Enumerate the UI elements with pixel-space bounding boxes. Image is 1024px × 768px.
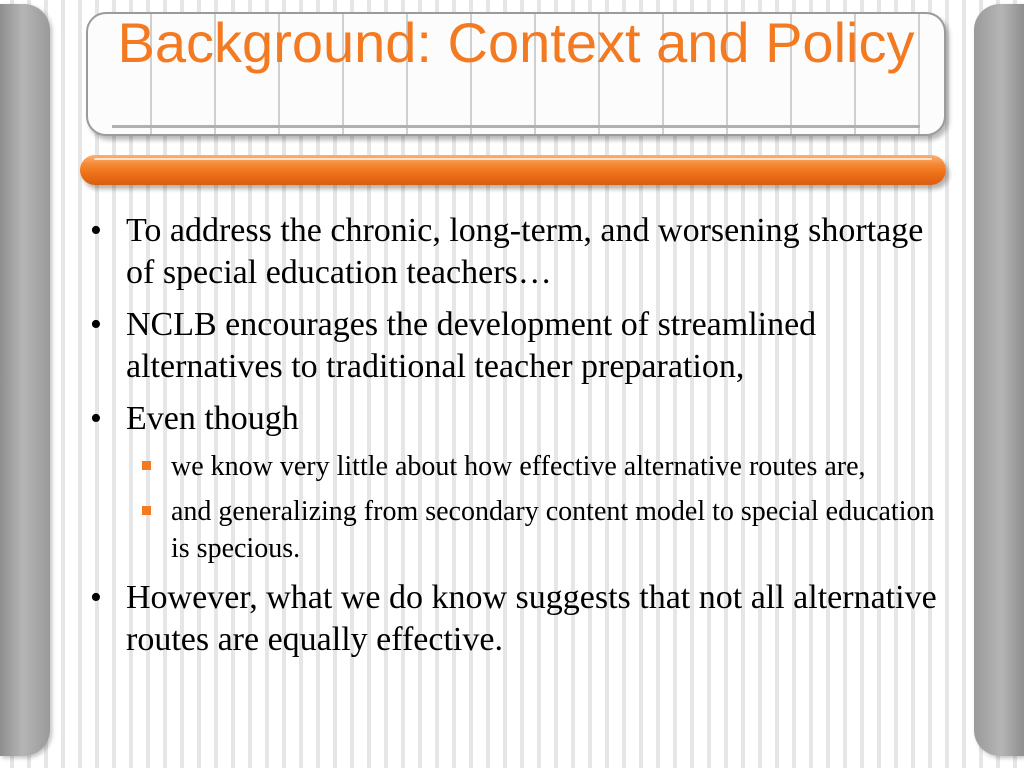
left-decorative-bar [0, 4, 50, 756]
bullet-item [86, 210, 946, 294]
slide-title: Background: Context and Policy [117, 11, 915, 74]
bullet-text: To address the chronic, long-term, and worsening shortage of special education teachers… [126, 212, 924, 291]
sub-bullet-text: and generalizing from secondary content model to special education is specious. [171, 496, 935, 564]
sub-bullet-list [126, 448, 946, 567]
bullet-item [86, 398, 946, 567]
bullet-item [86, 577, 946, 661]
bullet-text: NCLB encourages the development of streamlined alternatives to traditional teacher preparation, [126, 306, 817, 385]
bullet-text: Even though [126, 400, 299, 437]
sub-bullet-item [126, 493, 946, 567]
right-decorative-bar [974, 4, 1024, 756]
bullet-text: However, what we do know suggests that not all alternative routes are equally effective. [126, 579, 937, 658]
orange-accent-bar [80, 155, 946, 185]
sub-bullet-text: we know very little about how effective alternative routes are, [171, 451, 866, 482]
sub-bullet-item [126, 448, 946, 485]
bullet-list [86, 210, 946, 671]
bullet-item [86, 304, 946, 388]
